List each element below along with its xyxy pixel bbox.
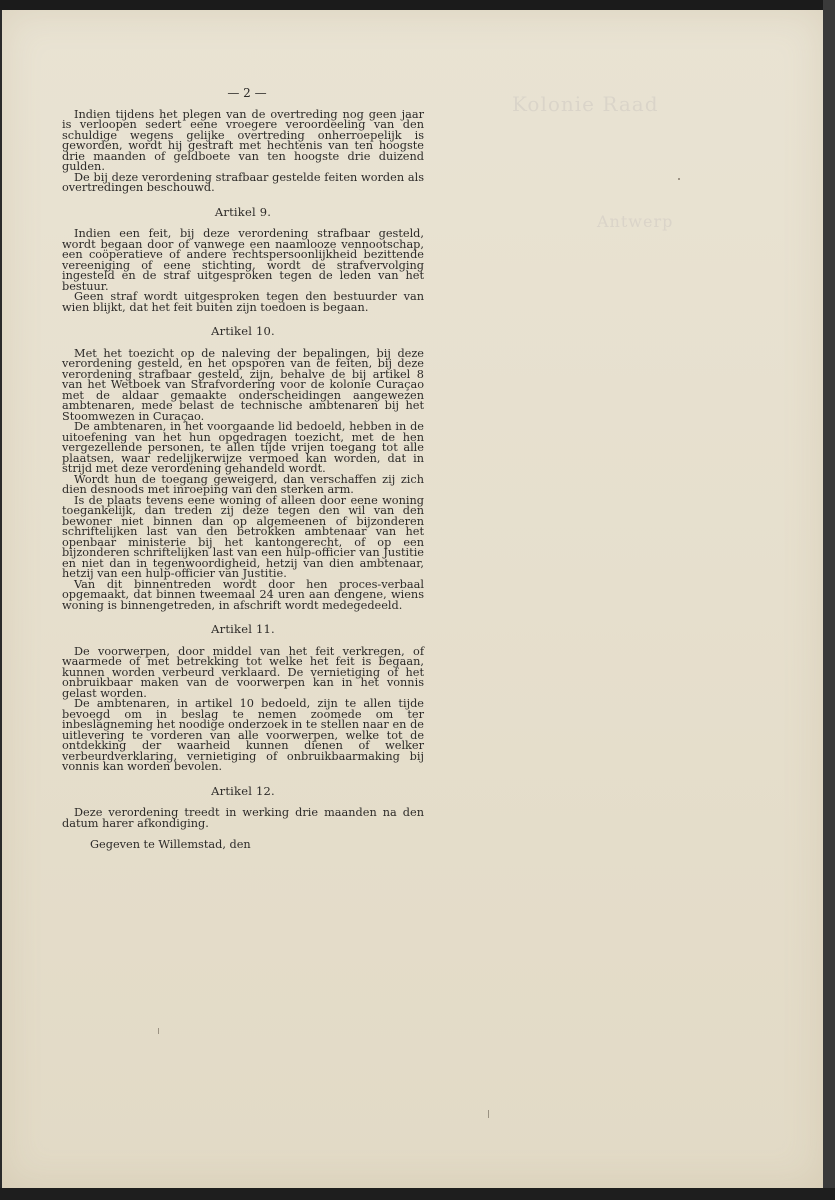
- scan-top-edge: [0, 0, 835, 10]
- article-heading: Artikel 12.: [211, 783, 275, 798]
- paragraph: Wordt hun de toegang geweigerd, dan verschaffen zij zich dien desnoods met inroeping van den sterken arm.: [62, 472, 424, 496]
- paragraph: Is de plaats tevens eene woning of alleen door eene woning toegankelijk, dan treden zij deze tegen den wil van den bewoner niet binnen dan op algemeenen of bijzonderen schriftelijken last van den betrokken ambtenaar van het openbaar ministerie bij het kantongerecht, of op een bijzonderen schriftelijken last van een hulp-officier van Justitie en niet dan in tegenwoordigheid, hetzij van dien ambtenaar, hetzij van een hulp-officier van Justitie.: [62, 493, 424, 580]
- paragraph: Deze verordening treedt in werking drie maanden na den datum harer afkondiging.: [62, 806, 424, 830]
- paragraph: De bij deze verordening strafbaar gestelde feiten worden als overtredingen beschouwd.: [62, 170, 424, 194]
- article-heading: Artikel 11.: [211, 622, 275, 636]
- paragraph: Geen straf wordt uitgesproken tegen den bestuurder van wien blijkt, dat het feit buiten zijn toedoen is begaan.: [62, 290, 424, 314]
- article-heading: Artikel 10.: [211, 324, 275, 338]
- paper-speck: [678, 178, 680, 180]
- scan-right-edge: [823, 0, 835, 1200]
- document-page: [2, 10, 823, 1188]
- bleed-through-mark: Antwerp: [597, 212, 674, 231]
- paragraph: Met het toezicht op de naleving der bepalingen, bij deze verordening gesteld, en het opsporen van de feiten, bij deze verordening strafbaar gesteld, zijn, behalve de bij artikel 8 van het Wetboek van Strafvordering voor de kolonie Curaçao met de aldaar gemaakte onderscheidingen aangewezen ambtenaren, mede belast de technische ambtenaren bij het Stoomwezen in Curaçao.: [62, 346, 424, 423]
- paper-speck: [158, 1028, 159, 1034]
- document-body: [62, 88, 424, 851]
- scan-bottom-edge: [0, 1188, 835, 1200]
- paragraph: Van dit binnentreden wordt door hen proces-verbaal opgemaakt, dat binnen tweemaal 24 uren aan dengene, wiens woning is binnengetreden, in afschrift wordt medegedeeld.: [62, 577, 424, 612]
- paragraph: Indien een feit, bij deze verordening strafbaar gesteld, wordt begaan door of vanwege een naamlooze vennootschap, een coöperatieve of andere rechtspersoonlijkheid bezittende vereeniging of eene stichting, wordt de strafvervolging ingesteld en de straf uitgesproken tegen de leden van het bestuur.: [62, 227, 424, 293]
- signoff-line: Gegeven te Willemstad, den: [90, 838, 251, 851]
- paragraph: De ambtenaren, in artikel 10 bedoeld, zijn te allen tijde bevoegd om in beslag te nemen zoomede om ter inbeslagneming het noodige onderzoek in te stellen naar en de uitlevering te vorderen van alle voorwerpen, welke tot de ontdekking der waarheid kunnen dienen of welker verbeurdverklaring, vernietiging of onbruikbaarmaking bij vonnis kan worden bevolen.: [62, 697, 424, 773]
- paper-speck: [488, 1110, 489, 1118]
- page-number: — 2 —: [227, 86, 267, 100]
- paragraph: De ambtenaren, in het voorgaande lid bedoeld, hebben in de uitoefening van het hun opgedragen toezicht, met de hen vergezellende personen, te allen tijde vrijen toegang tot alle plaatsen, waar redelijkerwijze vermoed kan worden, dat in strijd met deze verordening gehandeld wordt.: [62, 420, 424, 475]
- paragraph: Indien tijdens het plegen van de overtreding nog geen jaar is verloopen sedert eene vroegere veroordeeling van den schuldige wegens gelijke overtreding onherroepelijk is geworden, wordt hij gestraft met hechtenis van ten hoogste drie maanden of geldboete van ten hoogste drie duizend gulden.: [62, 107, 424, 173]
- article-heading: Artikel 9.: [214, 204, 272, 219]
- paragraph: De voorwerpen, door middel van het feit verkregen, of waarmede of met betrekking tot welke het feit is begaan, kunnen worden verbeurd verklaard. De vernietiging of het onbruikbaar maken van de voorwerpen kan in het vonnis gelast worden.: [62, 644, 424, 700]
- bleed-through-mark: Kolonie Raad: [512, 92, 659, 116]
